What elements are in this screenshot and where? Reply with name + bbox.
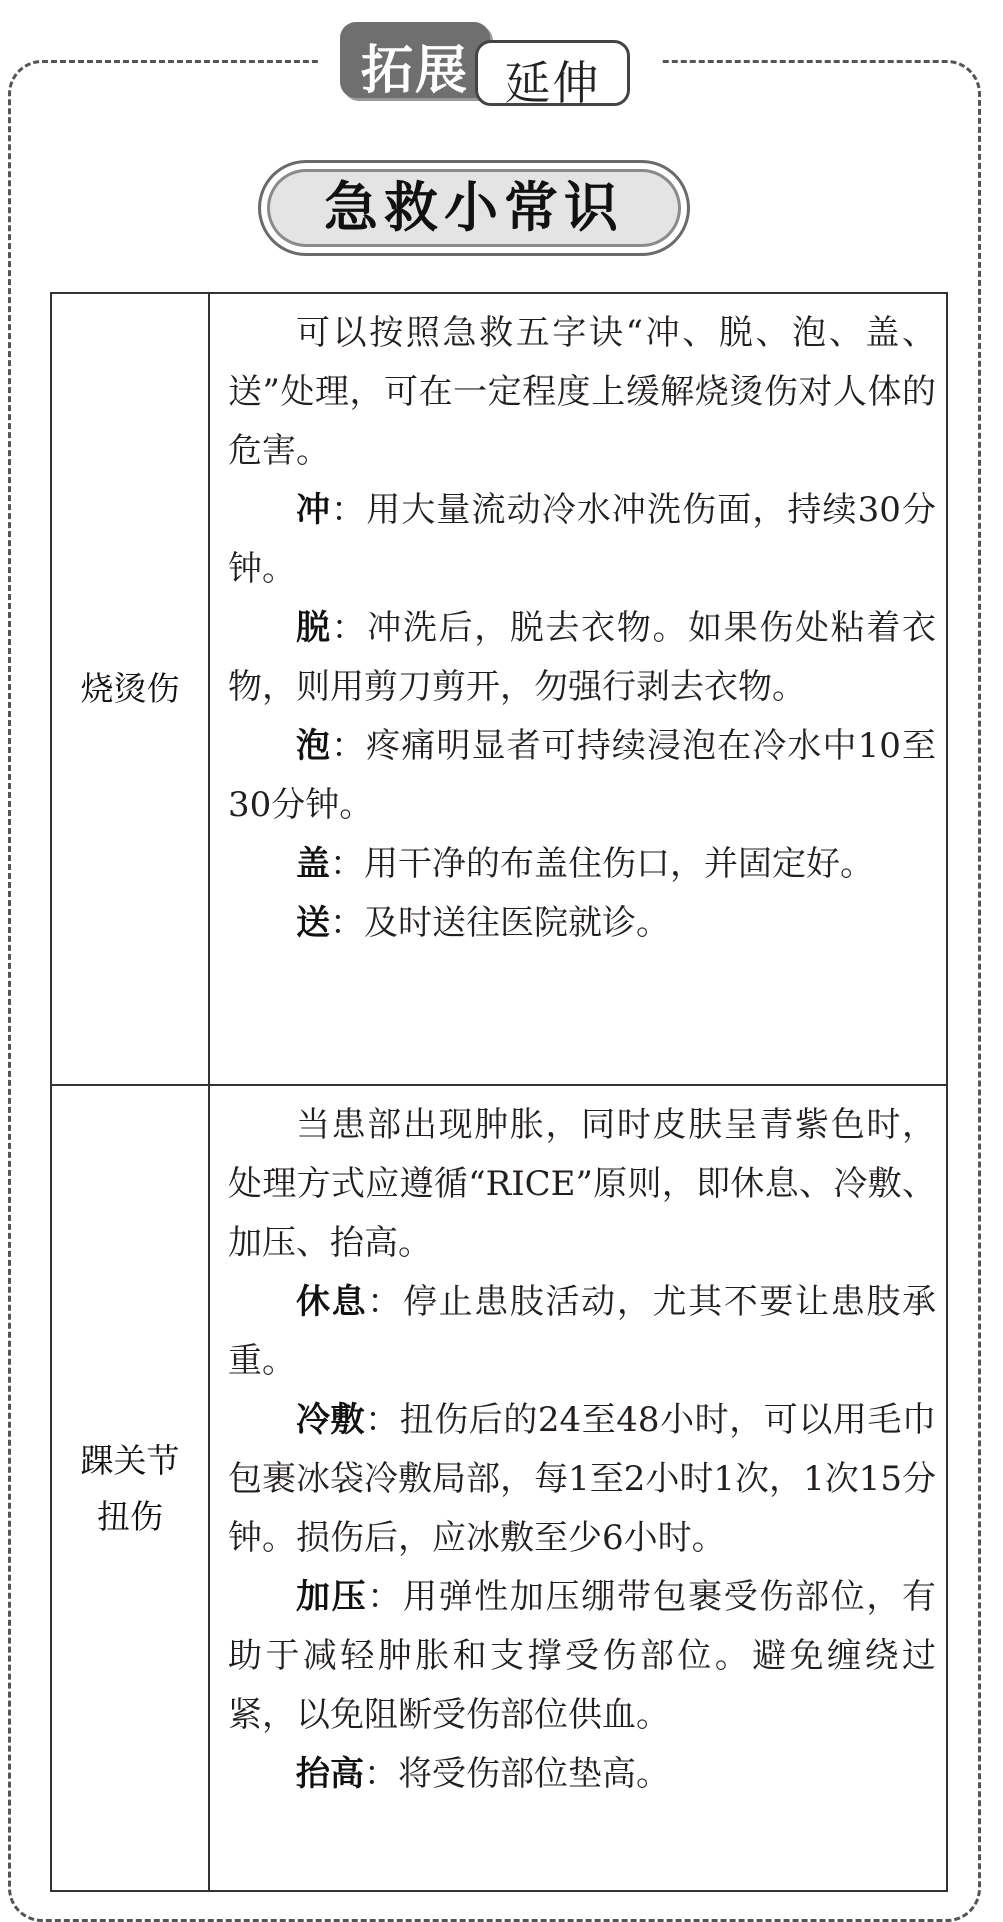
step-text: ：停止患肢活动，尤其不要让患肢承重。 xyxy=(228,1282,937,1381)
step-text: ：用弹性加压绷带包裹受伤部位，有助于减轻肿胀和支撑受伤部位。避免缠绕过紧，以免阻断受伤部位供血。 xyxy=(228,1577,937,1735)
step-keyword: 盖 xyxy=(296,844,330,884)
step-text: ：将受伤部位垫高。 xyxy=(364,1754,670,1794)
step-keyword: 冷敷 xyxy=(296,1400,366,1440)
step-keyword: 加压 xyxy=(296,1577,368,1617)
step-keyword: 送 xyxy=(296,903,330,943)
row-content-ankle-sprain xyxy=(228,1096,936,1804)
tab-light xyxy=(475,40,630,110)
tab-dark xyxy=(340,22,490,101)
step-keyword: 休息 xyxy=(296,1282,368,1322)
step-paragraph xyxy=(228,835,936,894)
step-text: ：疼痛明显者可持续浸泡在冷水中10至30分钟。 xyxy=(228,726,937,825)
step-paragraph xyxy=(228,1391,936,1568)
step-text: ：及时送往医院就诊。 xyxy=(330,903,670,943)
step-paragraph xyxy=(228,481,936,599)
intro-paragraph: 可以按照急救五字诀“冲、脱、泡、盖、送”处理，可在一定程度上缓解烧烫伤对人体的危害。 xyxy=(228,313,936,471)
step-paragraph xyxy=(228,599,936,717)
table-row-burns xyxy=(52,294,946,1086)
row-label-line2: 扭伤 xyxy=(97,1497,163,1536)
row-content-burns xyxy=(228,304,936,953)
row-label-burns xyxy=(52,294,208,1084)
intro-paragraph: 当患部出现肿胀，同时皮肤呈青紫色时，处理方式应遵循“RICE”原则，即休息、冷敷、加压、抬高。 xyxy=(228,1105,936,1263)
step-keyword: 冲 xyxy=(296,490,332,530)
step-keyword: 脱 xyxy=(296,608,332,648)
step-text: ：冲洗后，脱去衣物。如果伤处粘着衣物，则用剪刀剪开，勿强行剥去衣物。 xyxy=(228,608,937,707)
row-label-line1: 踝关节 xyxy=(80,1441,180,1480)
step-text: ：用大量流动冷水冲洗伤面，持续30分钟。 xyxy=(228,490,937,589)
first-aid-table xyxy=(50,292,948,1892)
step-paragraph xyxy=(228,1273,936,1391)
step-keyword: 抬高 xyxy=(296,1754,364,1794)
page-title: 急救小常识 xyxy=(324,176,624,239)
step-keyword: 泡 xyxy=(296,726,332,766)
step-paragraph xyxy=(228,894,936,953)
column-divider xyxy=(208,1086,210,1892)
column-divider xyxy=(208,294,210,1084)
step-paragraph xyxy=(228,1568,936,1745)
page-title-pill xyxy=(258,160,690,256)
table-row-ankle-sprain xyxy=(52,1086,946,1892)
step-text: ：扭伤后的24至48小时，可以用毛巾包裹冰袋冷敷局部，每1至2小时1次，1次15分钟。损伤后，应冰敷至少6小时。 xyxy=(228,1400,937,1558)
row-label-ankle-sprain xyxy=(52,1086,208,1892)
step-paragraph xyxy=(228,717,936,835)
section-tab xyxy=(340,10,640,110)
tab-dark-label: 拓展 xyxy=(360,41,469,101)
step-paragraph xyxy=(228,1745,936,1804)
step-text: ：用干净的布盖住伤口，并固定好。 xyxy=(330,844,874,884)
tab-light-label: 延伸 xyxy=(504,56,601,110)
row-label-text: 烧烫伤 xyxy=(80,669,180,708)
